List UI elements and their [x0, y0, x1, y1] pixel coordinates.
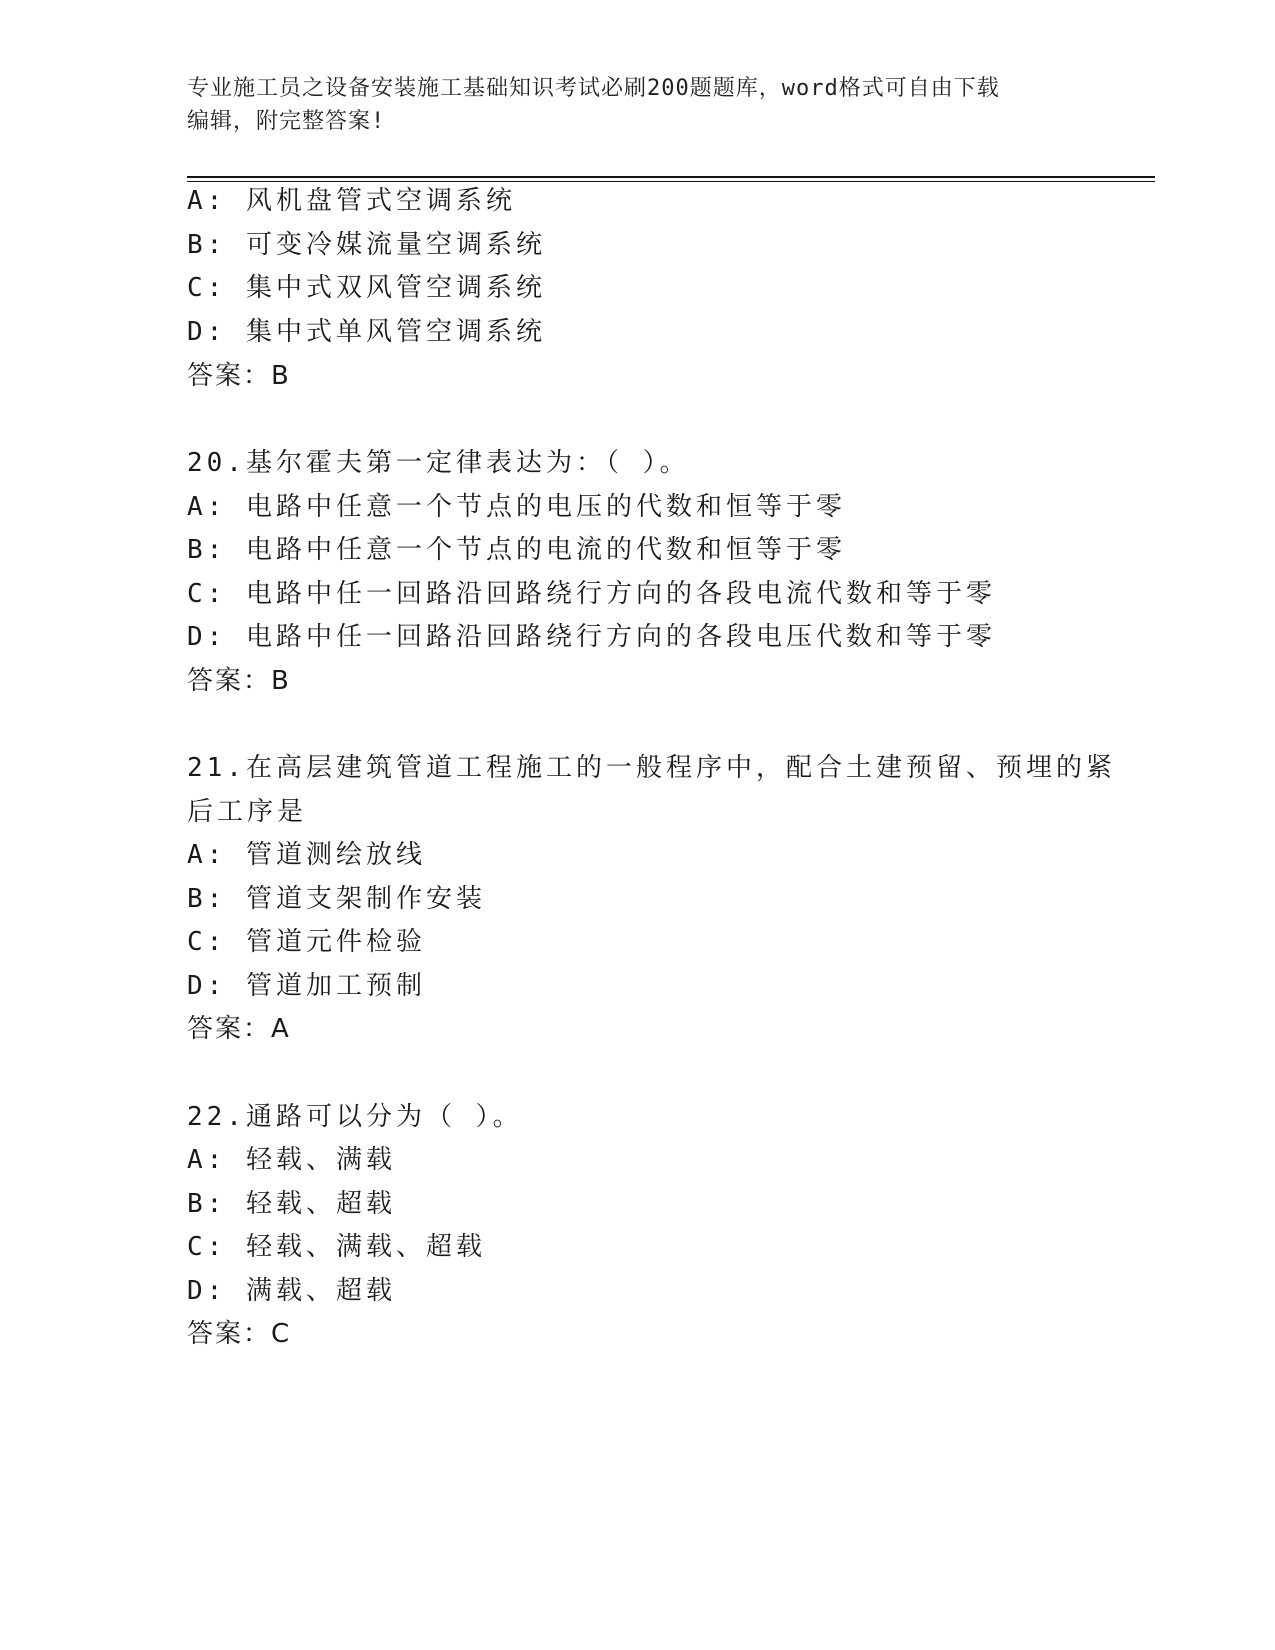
- q20-option-d: D: 电路中任一回路沿回路绕行方向的各段电压代数和等于零: [187, 622, 996, 652]
- document-header: [187, 72, 1087, 138]
- q20-option-c: C: 电路中任一回路沿回路绕行方向的各段电流代数和等于零: [187, 579, 996, 609]
- q19-option-a: A: 风机盘管式空调系统: [187, 186, 516, 216]
- q19-option-b: B: 可变冷媒流量空调系统: [187, 230, 546, 260]
- q22-option-d: D: 满载、超载: [187, 1276, 396, 1306]
- q20-option-b: B: 电路中任意一个节点的电流的代数和恒等于零: [187, 535, 846, 565]
- q21-option-d: D: 管道加工预制: [187, 971, 426, 1001]
- q21-question-line-2: 后工序是: [187, 797, 308, 827]
- q21-option-c: C: 管道元件检验: [187, 927, 426, 957]
- header-divider-thin: [187, 181, 1155, 182]
- q19-option-d: D: 集中式单风管空调系统: [187, 317, 546, 347]
- q20-answer: 答案：B: [187, 666, 291, 696]
- q21-question-line-1: 21.在高层建筑管道工程施工的一般程序中，配合土建预留、预埋的紧: [187, 753, 1116, 783]
- q19-option-c: C: 集中式双风管空调系统: [187, 273, 546, 303]
- q21-option-a: A: 管道测绘放线: [187, 840, 426, 870]
- header-title-line-1: 专业施工员之设备安装施工基础知识考试必刷200题题库，word格式可自由下载: [187, 76, 1000, 101]
- header-divider-thick: [187, 176, 1155, 178]
- q21-answer: 答案：A: [187, 1014, 291, 1044]
- q19-answer: 答案：B: [187, 361, 291, 391]
- header-title-line-2: 编辑，附完整答案!: [187, 109, 386, 134]
- q22-question: 22.通路可以分为（ ）。: [187, 1102, 523, 1132]
- q22-option-c: C: 轻载、满载、超载: [187, 1232, 486, 1262]
- q20-question: 20.基尔霍夫第一定律表达为：（ ）。: [187, 448, 690, 478]
- q22-option-b: B: 轻载、超载: [187, 1189, 396, 1219]
- q22-option-a: A: 轻载、满载: [187, 1145, 396, 1175]
- q20-option-a: A: 电路中任意一个节点的电压的代数和恒等于零: [187, 492, 846, 522]
- q22-answer: 答案：C: [187, 1319, 292, 1349]
- q21-option-b: B: 管道支架制作安装: [187, 884, 486, 914]
